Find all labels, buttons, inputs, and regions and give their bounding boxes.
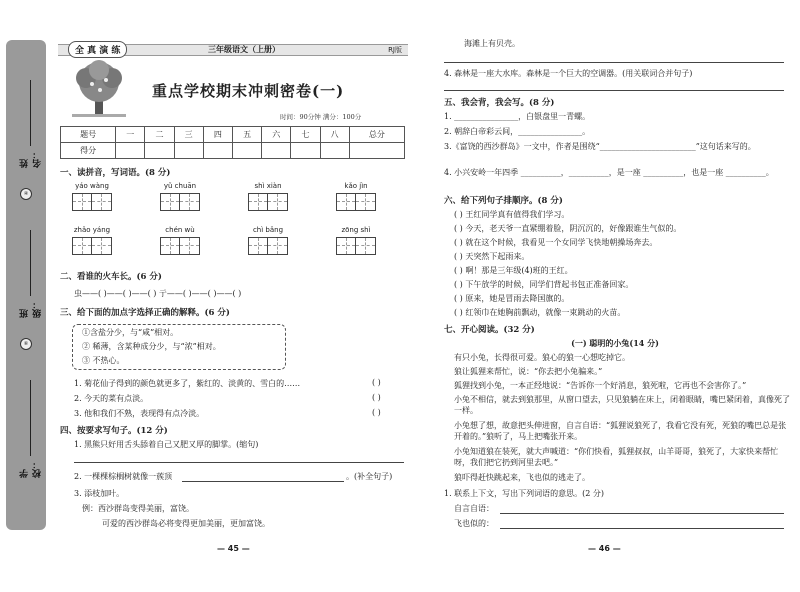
q4-title: 四、按要求写句子。(12 分): [60, 426, 168, 436]
pinyin-label: zhǎo yáng: [73, 226, 111, 234]
q2-chain: 虫——( )——( )——( ) 亍——( )——( )——( ): [74, 289, 242, 298]
q4-item-4: 4. 森林是一座大水库。森林是一个巨大的空调器。(用关联词合并句子): [444, 69, 693, 78]
header-band: [58, 44, 408, 56]
q3-item: 2. 今天的菜有点淡。: [74, 394, 149, 403]
q6-title: 六、给下列句子排顺序。(8 分): [444, 196, 563, 206]
score-cell: 五: [232, 127, 261, 143]
q3-title: 三、给下面的加点字选择正确的解释。(6 分): [60, 308, 230, 318]
q5-item: 3.《富饶的西沙群岛》一文中，作者是围绕“________________________”这句话来写的。: [444, 142, 756, 151]
edition-label: RJ版: [388, 46, 402, 54]
score-cell: 七: [291, 127, 320, 143]
right-page: [440, 0, 790, 592]
score-table: [60, 126, 405, 159]
answer-line[interactable]: [444, 90, 784, 91]
q3-answer-blank[interactable]: ( ): [372, 408, 381, 417]
q7-question-1: 1. 联系上下文，写出下列词语的意思。(2 分): [444, 489, 605, 498]
q3-answer-blank[interactable]: ( ): [372, 378, 381, 387]
word-label: 飞也似的：: [454, 519, 494, 528]
q2-title: 二、看谁的火车长。(6 分): [60, 272, 162, 282]
score-cell: 题号: [61, 127, 116, 143]
exam-title: 重点学校期末冲刺密卷(一): [152, 82, 345, 100]
answer-grid[interactable]: [248, 237, 288, 255]
passage-paragraph: 小兔想了想，故意把头伸进窗，自言自语：“狐狸说狼死了，我看它没有死，死狼的嘴巴总是张开着的。”狼听了，马上把嘴张开来。: [454, 421, 787, 441]
word-label: 自言自语：: [454, 504, 494, 513]
score-input[interactable]: [349, 143, 404, 159]
q1-title: 一、读拼音，写词语。(8 分): [60, 168, 171, 178]
q4-item-1: 1. 黑熊只好用舌头舔着自己又肥又厚的脚掌。(缩句): [74, 440, 259, 449]
score-cell: 六: [262, 127, 291, 143]
score-input[interactable]: [320, 143, 349, 159]
passage-paragraph: 小兔知道狼在装死，就大声喊道：“你们快看，狐狸叔叔，山羊哥哥，狼死了，大家快来帮忙呀，我们把它扔到河里去吧。”: [454, 447, 779, 467]
score-cell: 得分: [61, 143, 116, 159]
tree-illustration: [68, 58, 130, 118]
answer-grid[interactable]: [72, 193, 112, 211]
answer-grid[interactable]: [160, 237, 200, 255]
pinyin-label: kǎo jìn: [344, 182, 368, 190]
q4-item-2-start: 2. 一棵棵棕榈树就像一蔟顶: [74, 472, 173, 481]
answer-line[interactable]: [182, 481, 344, 482]
pinyin-label: chén wù: [165, 226, 195, 234]
page-number: — 46 —: [588, 544, 621, 553]
passage-paragraph: 狼让狐狸来帮忙，说：“你去把小兔骗来。”: [454, 367, 603, 376]
school-line: [30, 380, 31, 456]
class-line: [30, 230, 31, 296]
score-input[interactable]: [291, 143, 320, 159]
passage-paragraph: 小兔不相信，就去到狼那里，从窗口望去，只见狼躺在床上，闭着眼睛，嘴巴紧闭着，真像死了一样。: [454, 395, 790, 415]
left-page: [52, 0, 406, 592]
score-cell: 八: [320, 127, 349, 143]
q5-item: 1. ________________，白银盘里一青螺。: [444, 112, 591, 121]
passage-title: (一) 聪明的小兔(14 分): [571, 338, 659, 348]
answer-line[interactable]: [444, 62, 784, 63]
answer-line[interactable]: [500, 528, 784, 529]
name-label: 姓名：: [20, 150, 43, 168]
passage-paragraph: 狼吓得赶快跳起来，飞也似的逃走了。: [454, 473, 590, 482]
binding-strip: [6, 40, 46, 530]
binding-hole: ④: [20, 188, 32, 200]
q6-item: ( ) 王红同学真有值得我们学习。: [454, 210, 570, 219]
score-value-row: [61, 143, 405, 159]
name-line: [30, 80, 31, 146]
q5-item: 4. 小兴安岭一年四季 __________，__________，是一座 __________，也是一座 __________。: [444, 168, 774, 177]
q6-item: ( ) 天突然下起雨来。: [454, 252, 530, 261]
score-cell: 四: [203, 127, 232, 143]
answer-grid[interactable]: [248, 193, 288, 211]
continued-line: 海滩上有贝壳。: [464, 39, 520, 48]
passage-paragraph: 有只小兔，长得很可爱。狼心的狼一心想吃掉它。: [454, 353, 630, 362]
answer-grid[interactable]: [72, 237, 112, 255]
q6-item: ( ) 红领巾在她胸前飘动，就像一束跳动的火苗。: [454, 308, 626, 317]
subject-label: 三年级语文（上册）: [208, 45, 280, 54]
q4-example-answer: 可爱的西沙群岛必将变得更加美丽，更加富饶。: [102, 519, 270, 528]
q6-item: ( ) 原来，她是冒雨去降国旗的。: [454, 294, 570, 303]
answer-line[interactable]: [74, 462, 404, 463]
score-header-row: [61, 127, 405, 143]
q3-option: ② 稀薄，含某种成分少，与“浓”相对。: [82, 342, 221, 351]
q6-item: ( ) 下午放学的时候，同学们背起书包正准备回家。: [454, 280, 634, 289]
score-input[interactable]: [203, 143, 232, 159]
q5-title: 五、我会背，我会写。(8 分): [444, 98, 555, 108]
page-number: — 45 —: [217, 544, 250, 553]
answer-line[interactable]: [500, 513, 784, 514]
q4-item-3: 3. 添枝加叶。: [74, 489, 125, 498]
pinyin-label: shì xiàn: [254, 182, 282, 190]
brand-label: 全 真 演 练: [68, 41, 127, 58]
q3-option: ③ 不热心。: [82, 356, 125, 365]
score-input[interactable]: [262, 143, 291, 159]
q3-option: ①含盐分少，与“咸”相对。: [82, 328, 179, 337]
q4-example: 例：西沙群岛变得美丽，富饶。: [82, 504, 194, 513]
score-input[interactable]: [174, 143, 203, 159]
q3-item: 3. 他和我们不熟，表现得有点冷淡。: [74, 409, 205, 418]
q4-item-2-end: 。(补全句子): [346, 472, 393, 481]
q3-answer-blank[interactable]: ( ): [372, 393, 381, 402]
q6-item: ( ) 今天，老天爷一直紧绷着脸，阴沉沉的，好像跟谁生气似的。: [454, 224, 682, 233]
q7-title: 七、开心阅读。(32 分): [444, 325, 535, 335]
answer-grid[interactable]: [160, 193, 200, 211]
school-label: 学校：: [20, 460, 43, 478]
score-cell: 三: [174, 127, 203, 143]
binding-hole: ⑥: [20, 338, 32, 350]
q3-item: 1. 菊花仙子得到的颜色就更多了，紫红的、淡黄的、雪白的……: [74, 379, 301, 388]
score-cell: 一: [116, 127, 145, 143]
pinyin-label: chì bǎng: [252, 226, 284, 234]
score-input[interactable]: [116, 143, 145, 159]
pinyin-label: yáo wàng: [75, 182, 109, 190]
q5-item: 2. 朝辞白帝彩云间，________________。: [444, 127, 591, 136]
q6-item: ( ) 就在这个时候，我看见一个女同学飞快地朝操场奔去。: [454, 238, 658, 247]
pinyin-label: zōng shì: [341, 226, 371, 234]
answer-grid[interactable]: [336, 193, 376, 211]
score-cell: 总分: [349, 127, 404, 143]
answer-grid[interactable]: [336, 237, 376, 255]
score-input[interactable]: [145, 143, 174, 159]
pinyin-label: yǔ chuān: [163, 182, 197, 190]
class-label: 班级：: [20, 300, 43, 318]
passage-paragraph: 狐狸找到小兔，一本正经地说：“告诉你一个好消息，狼死啦，它再也不会害你了。”: [454, 381, 747, 390]
exam-timing: 时间：90分钟 满分：100分: [280, 113, 362, 121]
score-input[interactable]: [232, 143, 261, 159]
q6-item: ( ) 啊！那是三年级(4)班的王红。: [454, 266, 573, 275]
score-cell: 二: [145, 127, 174, 143]
